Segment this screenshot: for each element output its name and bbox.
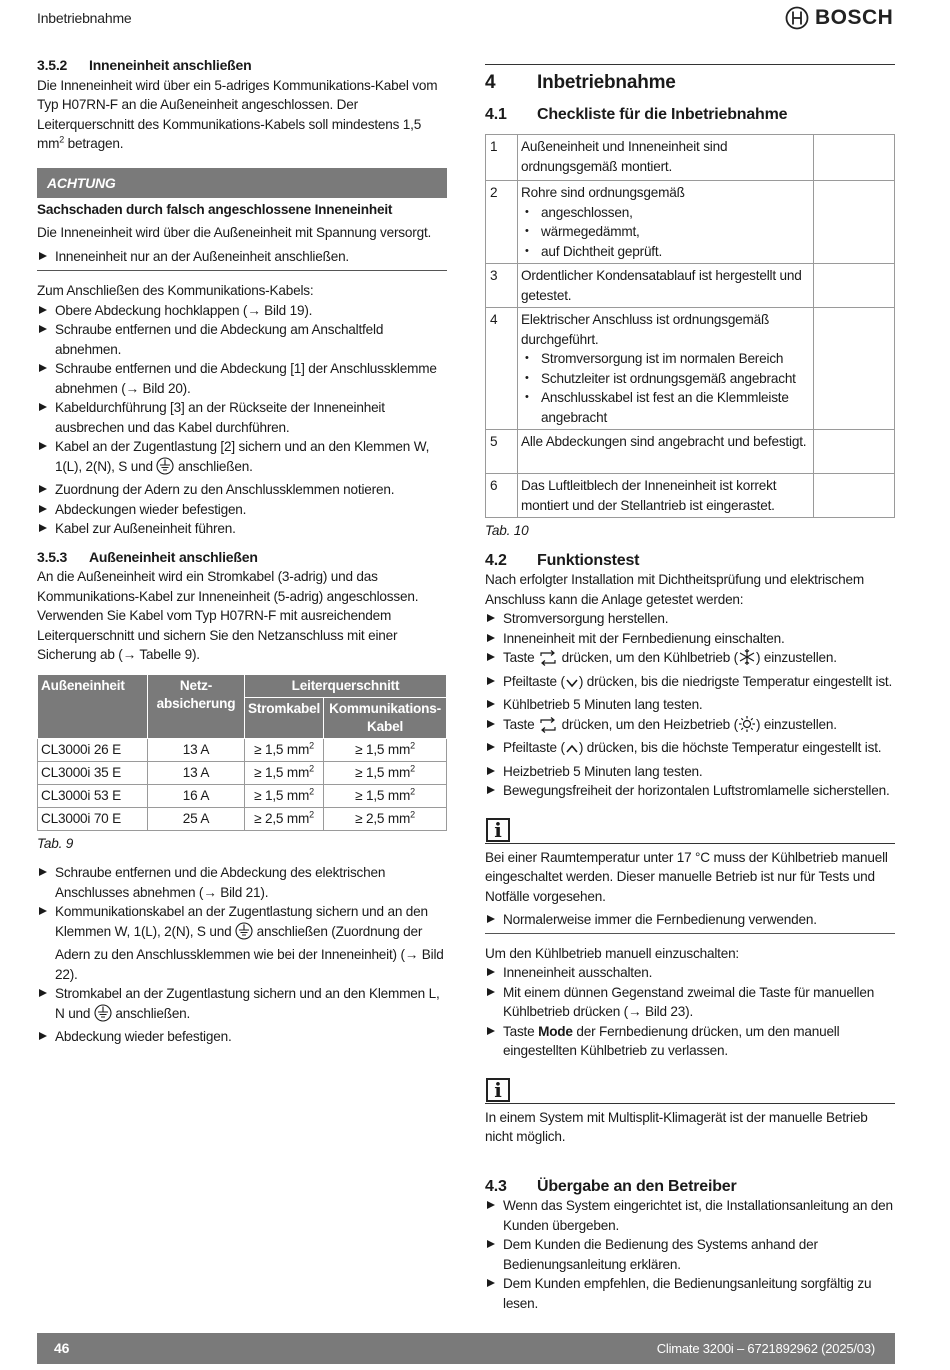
section-number: 3.5.3 [37, 548, 68, 565]
list-item: Taste drücken, um den Kühlbetrieb ( ) einzustellen. [485, 648, 895, 672]
brand-name: BOSCH [815, 6, 894, 30]
warning-label: ACHTUNG [37, 168, 447, 198]
table-row: 3 Ordentlicher Kondensatablauf ist hergestellt und getestet. [486, 264, 895, 308]
table-row: 5 Alle Abdeckungen sind angebracht und befestigt. [486, 430, 895, 474]
handover-steps [485, 1196, 895, 1313]
list-item: Kabel an der Zugentlastung [2] sichern und an den Klemmen W, 1(L), 2(N), S und anschließen. [37, 437, 447, 480]
section-title: Inneneinheit anschließen [89, 57, 252, 73]
function-test-steps [485, 609, 895, 801]
connect-steps [37, 301, 447, 539]
list-item: Schraube entfernen und die Abdeckung am Anschaltfeld abnehmen. [37, 320, 447, 359]
sun-icon [738, 715, 756, 739]
chevron-up-icon [565, 742, 579, 762]
section-4-1-heading [485, 105, 895, 125]
col-header-unit: Außeneinheit [38, 674, 148, 738]
ground-terminal-icon [94, 1004, 112, 1028]
list-item: • Schutzleiter ist ordnungsgemäß angebracht [521, 369, 810, 389]
page-number: 46 [54, 1339, 70, 1356]
table-9-caption: Tab. 9 [37, 835, 74, 851]
list-item: Schraube entfernen und die Abdeckung [1] der Anschlussklemme abnehmen (→ Bild 20). [37, 359, 447, 398]
list-item: Taste drücken, um den Heizbetrieb ( ) einzustellen. [485, 715, 895, 739]
list-item: Abdeckungen wieder befestigen. [37, 500, 447, 520]
section-3-5-3-heading [37, 548, 447, 568]
section-number: 4.3 [485, 1177, 507, 1195]
section-number: 4.2 [485, 551, 507, 569]
table-row: 2 Rohre sind ordnungsgemäß • angeschlossen, • wärmegedämmt, • auf Dichtheit geprüft. [486, 181, 895, 264]
section-4-2-paragraph: Nach erfolgter Installation mit Dichtheitsprüfung und elektrischem Anschluss kann die Anlage getestet werden: [485, 572, 864, 607]
list-item: Stromkabel an der Zugentlastung sichern und an den Klemmen L, N und anschließen. [37, 984, 447, 1027]
info-box-manual-cooling [485, 815, 895, 934]
info-text: In einem System mit Multisplit-Klimagerät ist der manuelle Betrieb nicht möglich. [485, 1109, 868, 1144]
warning-box [37, 168, 447, 272]
snowflake-icon [738, 648, 756, 672]
list-item: Taste Mode der Fernbedienung drücken, um den manuell eingestellten Kühlbetrieb zu verlassen. [485, 1022, 895, 1061]
list-item: Obere Abdeckung hochklappen (→ Bild 19). [37, 301, 447, 321]
list-item: Inneneinheit mit der Fernbedienung einschalten. [485, 629, 895, 649]
cable-table [37, 674, 447, 831]
info-box-multisplit [485, 1075, 895, 1147]
warning-text: Die Inneneinheit wird über die Außeneinheit mit Spannung versorgt. [37, 225, 432, 240]
table-row: 6 Das Luftleitblech der Inneneinheit ist korrekt montiert und der Stellantrieb ist eingerastet. [486, 474, 895, 518]
ground-terminal-icon [235, 922, 253, 946]
section-title: Checkliste für die Inbetriebnahme [537, 105, 788, 123]
info-text: Bei einer Raumtemperatur unter 17 °C muss der Kühlbetrieb manuell eingeschaltet werden. Dieser manuelle Betrieb ist nur für Tests und Notfälle vorgesehen. [485, 849, 888, 904]
list-item: Kabel zur Außeneinheit führen. [37, 519, 447, 539]
manual-intro: Um den Kühlbetrieb manuell einzuschalten: [485, 945, 740, 961]
list-item: Kabeldurchführung [3] an der Rückseite der Inneneinheit ausbrechen und das Kabel durchführen. [37, 398, 447, 437]
col-header-power: Stromkabel [245, 697, 324, 738]
list-item: Stromversorgung herstellen. [485, 609, 895, 629]
table-row: CL3000i 26 E 13 A ≥ 1,5 $mm^2$ ≥ 1,5 $mm^2$ [38, 738, 447, 761]
list-item: Kühlbetrieb 5 Minuten lang testen. [485, 695, 895, 715]
ground-terminal-icon [156, 457, 174, 481]
table-row: 4 Elektrischer Anschluss ist ordnungsgemäß durchgeführt. • Stromversorgung ist im normalen Bereich • Schutzleiter ist ordnungsgemäß angebracht • Anschlusskabel ist fest an die Klemmleiste angebracht [486, 308, 895, 430]
section-3-5-2-heading [37, 56, 447, 76]
list-item: • Stromversorgung ist im normalen Bereich [521, 349, 810, 369]
left-column [37, 56, 447, 1047]
list-item: Dem Kunden empfehlen, die Bedienungsanleitung sorgfältig zu lesen. [485, 1274, 895, 1313]
chapter-title: Inbetriebnahme [537, 72, 676, 93]
document-id: Climate 3200i – 6721892962 (2025/03) [656, 1340, 875, 1356]
list-item: Pfeiltaste ( ) drücken, bis die höchste Temperatur eingestellt ist. [485, 738, 895, 762]
col-header-fuse: Netz-absicherung [148, 674, 245, 738]
list-item: Bewegungsfreiheit der horizontalen Luftstromlamelle sicherstellen. [485, 781, 895, 801]
outdoor-steps [37, 863, 447, 1047]
section-title: Funktionstest [537, 551, 640, 569]
section-title: Außeneinheit anschließen [89, 548, 258, 565]
list-item: Mit einem dünnen Gegenstand zweimal die Taste für manuellen Kühlbetrieb drücken (→ Bild 23). [485, 983, 895, 1022]
manual-steps [485, 963, 895, 1061]
bosch-logo [785, 6, 893, 30]
list-item: Abdeckung wieder befestigen. [37, 1027, 447, 1047]
list-item: Zuordnung der Adern zu den Anschlussklemmen notieren. [37, 480, 447, 500]
section-title: Übergabe an den Betreiber [537, 1177, 737, 1195]
chapter-number: 4 [485, 72, 496, 93]
right-column [485, 64, 895, 1313]
section-3-5-3-paragraph: An die Außeneinheit wird ein Stromkabel (3-adrig) und das Kommunikations-Kabel zur Inneneinheit (5-adrig) angeschlossen. Verwenden Sie Kabel vom Typ H07RN-F mit ausreichendem Leiterquerschnitt und sichern Sie den Netzanschluss mit einer Sicherung ab (→ Tabelle 9). [37, 569, 419, 662]
list-item: • auf Dichtheit geprüft. [521, 242, 810, 262]
checklist-table [485, 134, 895, 518]
mode-switch-icon [538, 650, 558, 672]
section-3-5-2-paragraph: Die Inneneinheit wird über ein 5-adriges Kommunikations-Kabel vom Typ H07RN-F an die Außeneinheit angeschlossen. Der Leiterquerschnitt des Kommunikations-Kabels soll mindestens 1,5 $mm^2$ betragen. [37, 77, 438, 151]
table-10-caption: Tab. 10 [485, 523, 529, 538]
list-item: Dem Kunden die Bedienung des Systems anhand der Bedienungsanleitung erklären. [485, 1235, 895, 1274]
col-header-comm: Kommunikations-Kabel [324, 697, 447, 738]
table-row: CL3000i 53 E 16 A ≥ 1,5 $mm^2$ ≥ 1,5 $mm^2$ [38, 784, 447, 807]
section-number: 4.1 [485, 105, 507, 123]
list-item: Pfeiltaste ( ) drücken, bis die niedrigste Temperatur eingestellt ist. [485, 672, 895, 696]
warning-heading: Sachschaden durch falsch angeschlossene Inneneinheit [37, 201, 393, 217]
chevron-down-icon [565, 676, 579, 696]
page-header-title: Inbetriebnahme [37, 10, 132, 26]
col-header-cross-section: Leiterquerschnitt [245, 674, 447, 697]
list-item: Wenn das System eingerichtet ist, die Installationsanleitung an den Kunden übergeben. [485, 1196, 895, 1235]
list-item: Kommunikationskabel an der Zugentlastung sichern und an den Klemmen W, 1(L), 2(N), S und anschließen (Zuordnung der Adern zu den Anschlussklemmen wie bei der Inneneinheit) (→ Bild 22). [37, 902, 447, 984]
list-item: Heizbetrieb 5 Minuten lang testen. [485, 762, 895, 782]
section-4-3-heading [485, 1177, 895, 1197]
section-4-2-heading [485, 551, 895, 571]
warning-step: Inneneinheit nur an der Außeneinheit anschließen. [37, 247, 447, 267]
chapter-4-heading [485, 64, 895, 93]
table-row: CL3000i 70 E 25 A ≥ 2,5 $mm^2$ ≥ 2,5 $mm^2$ [38, 807, 447, 830]
list-item: • Anschlusskabel ist fest an die Klemmleiste angebracht [521, 388, 810, 427]
list-item: Normalerweise immer die Fernbedienung verwenden. [485, 910, 895, 930]
list-item: Schraube entfernen und die Abdeckung des elektrischen Anschlusses abnehmen (→ Bild 21). [37, 863, 447, 902]
info-icon: i [486, 818, 510, 842]
mode-switch-icon [538, 717, 558, 739]
connect-intro: Zum Anschließen des Kommunikations-Kabels: [37, 283, 314, 298]
list-item: • angeschlossen, [521, 203, 810, 223]
info-icon: i [486, 1078, 510, 1102]
table-row: 1 Außeneinheit und Inneneinheit sind ordnungsgemäß montiert. [486, 135, 895, 181]
list-item: Inneneinheit ausschalten. [485, 963, 895, 983]
list-item: • wärmegedämmt, [521, 222, 810, 242]
page-footer [37, 1333, 895, 1364]
section-number: 3.5.2 [37, 57, 68, 73]
table-row: CL3000i 35 E 13 A ≥ 1,5 $mm^2$ ≥ 1,5 $mm^2$ [38, 761, 447, 784]
bosch-armature-icon [785, 6, 809, 30]
